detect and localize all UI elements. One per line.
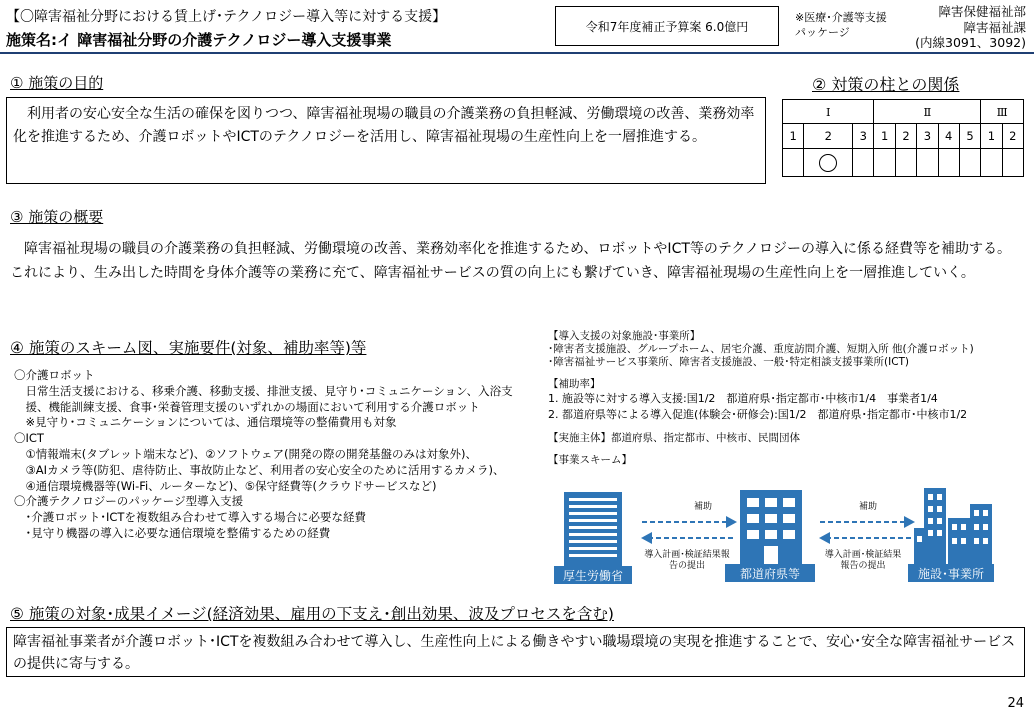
budget-box: 令和7年度補正予算案 6.0億円 [555, 6, 779, 46]
arrow1-bottom-line1: 導入計画･検証結果報 [644, 550, 730, 560]
scheme-line: 〇ICT [14, 431, 44, 446]
pillar-number: 2 [804, 124, 853, 149]
pillar-cell [874, 149, 895, 177]
pillar-cell [959, 149, 980, 177]
ministry-building-icon [564, 492, 622, 568]
scheme-line: 援、機能訓練支援、食事･栄養管理支援のいずれかの場面において利用する介護ロボット [14, 399, 480, 414]
pillar-cell [917, 149, 938, 177]
pillar-number: 2 [1002, 124, 1023, 149]
target-heading: 【導入支援の対象施設･事業所】 [548, 330, 701, 342]
arrow1-top-label: 補助 [693, 502, 712, 512]
category-heading: 【〇障害福祉分野における賃上げ･テクノロジー導入等に対する支援】 [6, 9, 447, 25]
arrow2-right-icon [818, 514, 916, 530]
node-ministry: 厚生労働省 [554, 566, 632, 584]
pillar-group: Ⅲ [981, 100, 1024, 124]
scheme-line: 〇介護テクノロジーのパッケージ型導入支援 [14, 494, 244, 509]
purpose-text: 利用者の安心安全な生活の確保を図りつつ、障害福祉現場の職員の介護業務の負担軽減、労働環境の改善、業務効率化を推進するため、介護ロボットやICTのテクノロジーを活用し、障害福祉現場の生産性向上を一層推進する。 [6, 97, 766, 184]
outcome-title: ⑤ 施策の対象･成果イメージ(経済効果、雇用の下支え･創出効果、波及プロセスを含む) [10, 605, 614, 623]
pillar-number: 2 [895, 124, 916, 149]
scheme-line: ※見守り･コミュニケーションについては、通信環境等の整備費用も対象 [14, 415, 397, 430]
arrow1-left-icon [640, 530, 738, 546]
pillar-cell [804, 149, 853, 177]
overview-title: ③ 施策の概要 [10, 208, 104, 226]
pillar-number: 1 [783, 124, 804, 149]
scheme-title: ④ 施策のスキーム図、実施要件(対象、補助率等)等 [10, 339, 367, 357]
department-line1: 障害保健福祉部 [938, 4, 1026, 19]
arrow1-bottom-line2: 告の提出 [668, 561, 705, 571]
header-rule [0, 52, 1034, 54]
scheme-line: ①情報端末(タブレット端末など)、②ソフトウェア(開発の際の開発基盤のみは対象外)、 [14, 446, 478, 461]
pillar-cell [783, 149, 804, 177]
department-info [915, 4, 1026, 51]
scheme-requirements [14, 368, 544, 542]
pillar-group: Ⅱ [874, 100, 981, 124]
outcome-text: 障害福祉事業者が介護ロボット･ICTを複数組み合わせて導入し、生産性向上による働きやすい職場環境の実現を推進することで、安心･安全な障害福祉サービスの提供に寄与する。 [6, 627, 1025, 677]
package-note-line1: ※医療･介護等支援 [795, 11, 887, 24]
scheme-line: 〇介護ロボット [14, 368, 95, 382]
page-number: 24 [1007, 696, 1024, 711]
scheme-line: ③AIカメラ等(防犯、虐待防止、事故防止など、利用者の安心安全のために活用するカメラ)、 [14, 462, 505, 477]
node-prefecture: 都道府県等 [725, 564, 815, 582]
facilities-buildings-icon [914, 488, 994, 566]
pillar-group: Ⅰ [783, 100, 874, 124]
department-line2: 障害福祉課 [963, 19, 1026, 35]
scheme-diagram [548, 488, 1034, 584]
rate-heading: 【補助率】 [548, 378, 601, 390]
pillar-cell [938, 149, 959, 177]
purpose-title: ① 施策の目的 [10, 74, 104, 92]
arrow1-right-icon [640, 514, 738, 530]
target-line: ･障害福祉サービス事業所、障害者支援施設、一般･特定相談支援事業所(ICT) [548, 356, 910, 368]
arrow2-bottom-line2: 報告の提出 [840, 561, 886, 571]
overview-text: 障害福祉現場の職員の介護業務の負担軽減、労働環境の改善、業務効率化を推進するため、ロボットやICT等のテクノロジーの導入に係る経費等を補助する。これにより、生み出した時間を身体介護等の業務に充て、障害福祉サービスの質の向上にも繋げていき、障害福祉現場の生産性向上を一層推進していく。 [10, 241, 1012, 281]
arrow2-left-icon [818, 530, 916, 546]
package-note-line2: パッケージ [795, 26, 850, 39]
pillar-cell [1002, 149, 1023, 177]
arrow2-bottom-label [808, 550, 918, 572]
implementer: 【実施主体】都道府県、指定都市、中核市、民間団体 [548, 432, 800, 444]
arrow2-top-label: 補助 [858, 502, 877, 512]
pillar-number: 3 [853, 124, 874, 149]
pillar-cell [895, 149, 916, 177]
pillar-number: 3 [917, 124, 938, 149]
pillar-selected-mark [819, 154, 837, 172]
scheme-line: ④通信環境機器等(Wi-Fi、ルーターなど)、⑤保守経費等(クラウドサービスなど) [14, 478, 437, 493]
pillar-number: 5 [959, 124, 980, 149]
arrow2-bottom-line1: 導入計画･検証結果 [824, 550, 902, 560]
scheme-line: ･見守り機器の導入に必要な通信環境を整備するための経費 [14, 525, 331, 540]
pillar-number: 4 [938, 124, 959, 149]
package-note [795, 10, 887, 40]
scheme-line: ･介護ロボット･ICTを複数組み合わせて導入する場合に必要な経費 [14, 510, 366, 525]
scheme-details [548, 330, 1034, 467]
pillar-number: 1 [874, 124, 895, 149]
pillar-table [782, 99, 1024, 177]
page-title: 施策名:イ 障害福祉分野の介護テクノロジー導入支援事業 [6, 31, 392, 49]
target-line: ･障害者支援施設、グループホーム、居宅介護、重度訪問介護、短期入所 他(介護ロボット) [548, 343, 974, 355]
rate-line: 1. 施設等に対する導入支援:国1/2 都道府県･指定都市･中核市1/4 事業者1/4 [548, 392, 938, 405]
node-facilities: 施設･事業所 [908, 564, 994, 582]
pillar-cell [853, 149, 874, 177]
department-line3: (内線3091、3092) [915, 35, 1026, 50]
diagram-heading: 【事業スキーム】 [548, 454, 632, 466]
pillar-title: ② 対策の柱との関係 [812, 75, 960, 94]
prefecture-building-icon [740, 490, 802, 564]
scheme-line: 日常生活支援における、移乗介護、移動支援、排泄支援、見守り･コミュニケーション、入浴支 [14, 383, 513, 398]
rate-line: 2. 都道府県等による導入促進(体験会･研修会):国1/2 都道府県･指定都市･中核市1/2 [548, 408, 968, 421]
pillar-number: 1 [981, 124, 1002, 149]
pillar-cell [981, 149, 1002, 177]
